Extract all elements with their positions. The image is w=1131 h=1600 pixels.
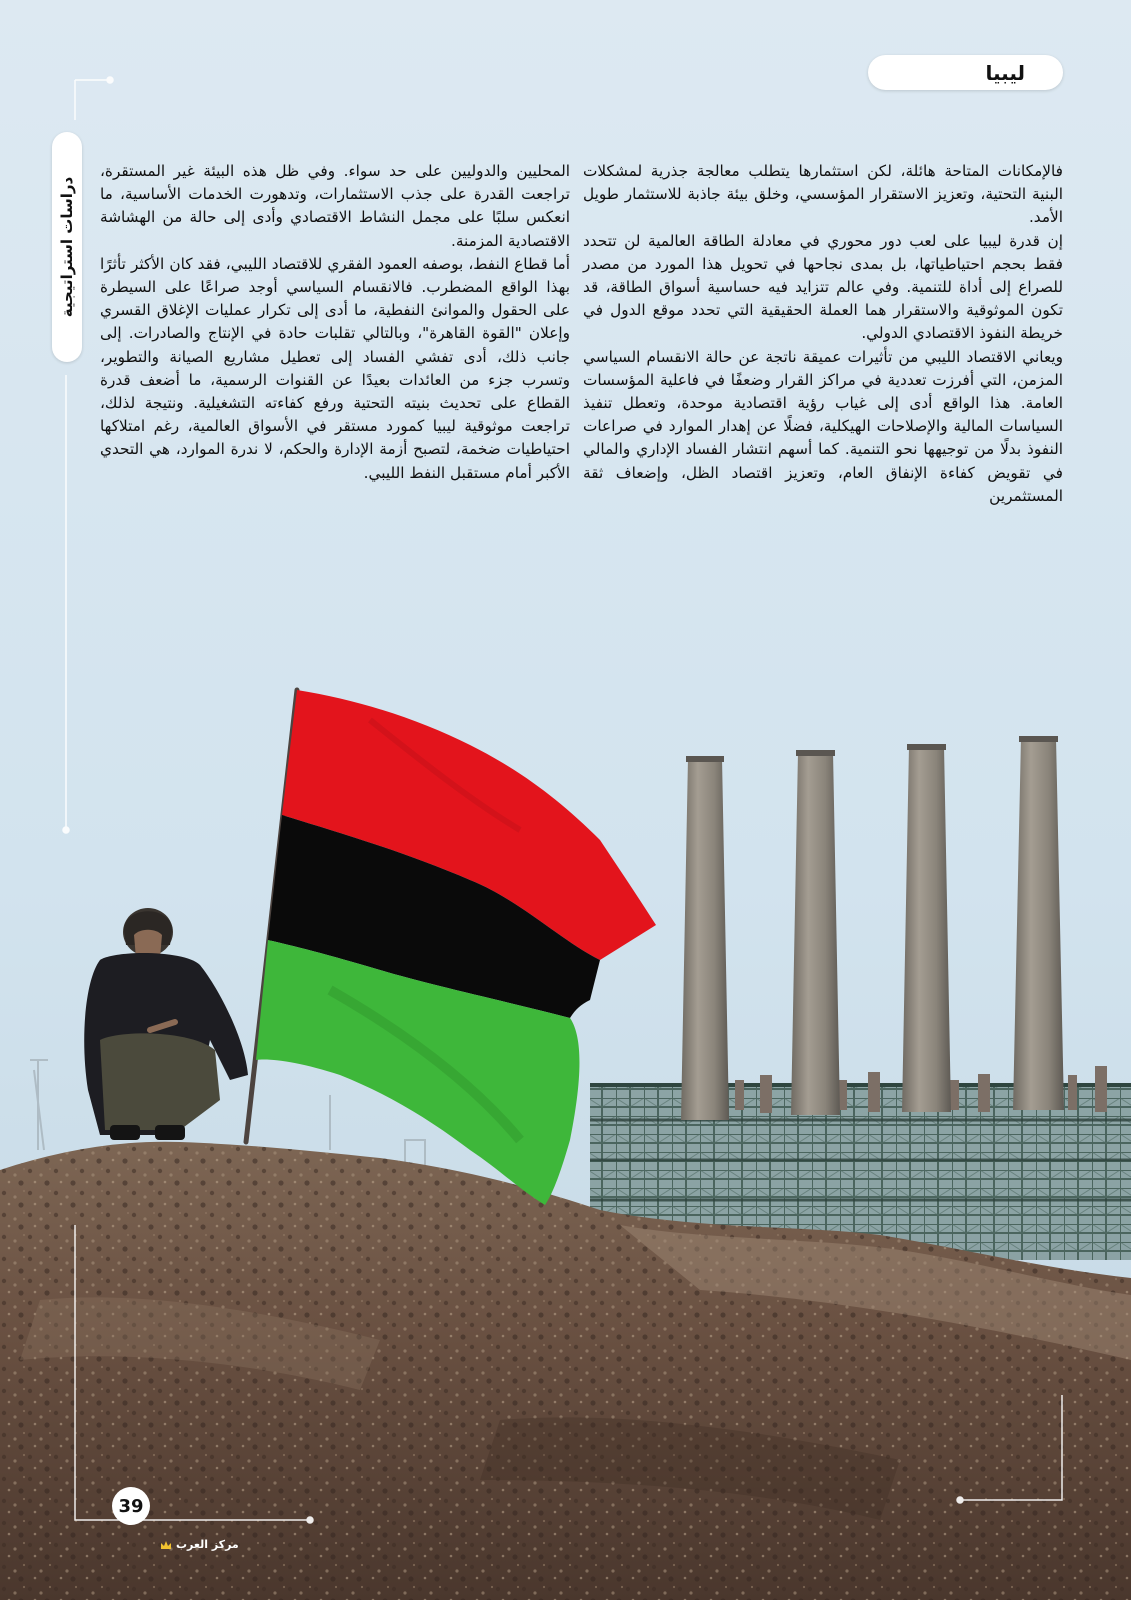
section-tag: [868, 55, 1063, 90]
footer-brand: [160, 1538, 239, 1551]
paragraph: فالإمكانات المتاحة هائلة، لكن استثمارها يتطلب معالجة جذرية لمشكلات البنية التحتية، وتعزيز الاستقرار المؤسسي، وخلق بيئة جاذبة للاستثمار طويل الأمد.: [583, 162, 1063, 227]
paragraph: إن قدرة ليبيا على لعب دور محوري في معادلة الطاقة العالمية لن تتحدد فقط بحجم احتياطياتها، بل بمدى نجاحها في تحويل هذا المورد من مصدر للصراع إلى أداة للتنمية. وفي عالم تتزايد فيه حساسية أسواق الطاقة، قد تكون الموثوقية والاستقرار هما العملة الحقيقية التي تحدد موقع الدول في خريطة النفوذ الاقتصادي الدولي.: [583, 231, 1063, 343]
article-column-right: [583, 160, 1063, 508]
crown-icon: [160, 1540, 172, 1550]
paragraph: المحليين والدوليين على حد سواء. وفي ظل هذه البيئة غير المستقرة، تراجعت القدرة على جذب الاستثمارات، وتدهورت الخدمات الأساسية، ما انعكس سلبًا على مجمل النشاط الاقتصادي وأدى إلى حالة من الهشاشة الاقتصادية المزمنة.: [100, 162, 570, 250]
section-title: ليبيا: [985, 60, 1025, 85]
paragraph: أما قطاع النفط، بوصفه العمود الفقري للاقتصاد الليبي، فقد كان الأكثر تأثرًا بهذا الواقع المضطرب. فالانقسام السياسي أوجد صراعًا على السيطرة على الحقول والموانئ النفطية، ما أدى إلى تكرار عمليات الإغلاق القسري وإعلان "القوة القاهرة"، وبالتالي تقلبات حادة في الإنتاج والصادرات. إلى جانب ذلك، أدى تفشي الفساد إلى تعطيل مشاريع الصيانة والتطوير، وتسرب جزء من العائدات بعيدًا عن القنوات الرسمية، ما أضعف قدرة القطاع على تحديث بنيته التحتية ورفع كفاءته التشغيلية. ونتيجة لذلك، تراجعت موثوقية ليبيا كمورد مستقر في الأسواق العالمية، رغم امتلاكها احتياطيات ضخمة، لتصبح أزمة الإدارة والحكم، لا ندرة الموارد، هي التحدي الأكبر أمام مستقبل النفط الليبي.: [100, 254, 570, 482]
publication-vertical-label: [52, 132, 82, 362]
article-column-left: [100, 160, 570, 485]
page-number: 39: [112, 1487, 150, 1525]
brand-name: مركز العرب: [176, 1538, 239, 1551]
publication-vertical-subtitle-box: [60, 1240, 84, 1440]
publication-title: دراسات استراتيجية: [58, 176, 76, 318]
paragraph: ويعاني الاقتصاد الليبي من تأثيرات عميقة ناتجة عن حالة الانقسام السياسي المزمن، التي أفرزت تعددية في مراكز القرار وضعفًا في فاعلية المؤسسات العامة. هذا الواقع أدى إلى غياب رؤية اقتصادية موحدة، وتعطل تنفيذ السياسات المالية والإصلاحات الهيكلية، فضلًا عن إهدار الموارد في صراعات النفوذ بدلًا من توجيهها نحو التنمية. كما أسهم انتشار الفساد الإداري والمالي في تقويض كفاءة الإنفاق العام، وتعزيز اقتصاد الظل، وإضعاف ثقة المستثمرين: [583, 347, 1063, 505]
